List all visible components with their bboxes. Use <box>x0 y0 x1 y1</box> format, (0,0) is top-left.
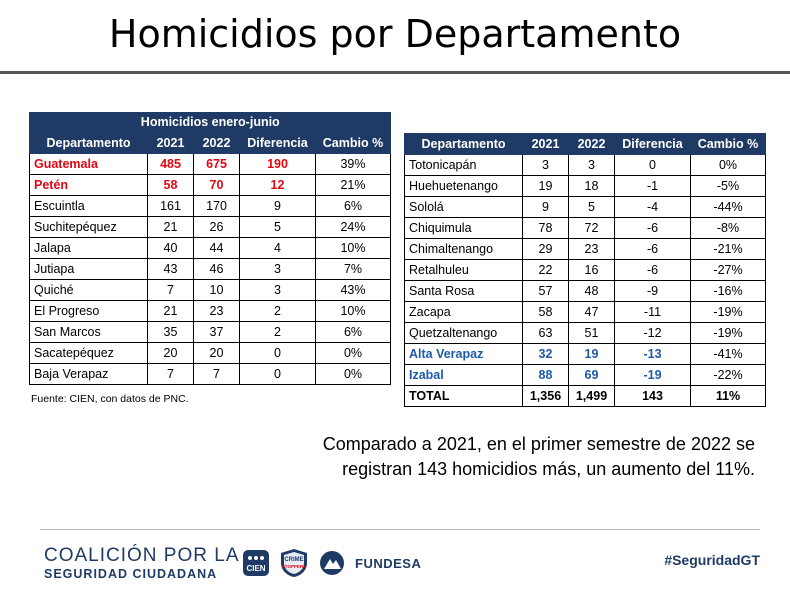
department-name: Santa Rosa <box>405 281 523 302</box>
table-row <box>405 323 766 344</box>
table-cell: 23 <box>194 301 240 322</box>
table-cell: 63 <box>523 323 569 344</box>
table-cell: 3 <box>240 280 316 301</box>
source-note: Fuente: CIEN, con datos de PNC. <box>31 393 189 405</box>
department-name: Chimaltenango <box>405 239 523 260</box>
table-cell: 0% <box>316 364 391 385</box>
table-cell: -1 <box>615 176 691 197</box>
table-cell: 190 <box>240 154 316 175</box>
table-cell: 88 <box>523 365 569 386</box>
table-row <box>405 197 766 218</box>
column-header: Diferencia <box>240 133 316 154</box>
table-cell: 12 <box>240 175 316 196</box>
table-row <box>30 259 391 280</box>
department-name: Escuintla <box>30 196 148 217</box>
table-row <box>405 176 766 197</box>
table-cell: 58 <box>523 302 569 323</box>
table-cell: 24% <box>316 217 391 238</box>
svg-text:CIEN: CIEN <box>246 564 266 573</box>
cien-logo-icon <box>243 550 269 576</box>
table-header-row <box>30 133 391 154</box>
table-row <box>30 343 391 364</box>
column-header: Cambio % <box>691 134 766 155</box>
table-cell: 35 <box>148 322 194 343</box>
table-cell: 3 <box>523 155 569 176</box>
table-cell: 2 <box>240 322 316 343</box>
table-row <box>30 322 391 343</box>
total-label: TOTAL <box>405 386 523 407</box>
title-divider <box>0 71 790 74</box>
department-name: Quiché <box>30 280 148 301</box>
table-cell: 32 <box>523 344 569 365</box>
table-cell: 44 <box>194 238 240 259</box>
column-header: 2021 <box>523 134 569 155</box>
table-row <box>405 365 766 386</box>
table-cell: 20 <box>148 343 194 364</box>
table-row <box>405 239 766 260</box>
table-cell: 10 <box>194 280 240 301</box>
partner-logos <box>243 548 421 578</box>
column-header: Diferencia <box>615 134 691 155</box>
table-cell: 0% <box>316 343 391 364</box>
department-name: Totonicapán <box>405 155 523 176</box>
table-cell: 57 <box>523 281 569 302</box>
department-name: Jutiapa <box>30 259 148 280</box>
table-row <box>405 218 766 239</box>
table-cell: 3 <box>569 155 615 176</box>
table-cell: 6% <box>316 196 391 217</box>
table-cell: 7% <box>316 259 391 280</box>
table-cell: 18 <box>569 176 615 197</box>
table-cell: 46 <box>194 259 240 280</box>
table-cell: 26 <box>194 217 240 238</box>
table-cell: 70 <box>194 175 240 196</box>
table-cell: -19 <box>615 365 691 386</box>
table-row <box>30 196 391 217</box>
column-header: 2022 <box>194 133 240 154</box>
table-cell: 47 <box>569 302 615 323</box>
department-name: Guatemala <box>30 154 148 175</box>
table-cell: -27% <box>691 260 766 281</box>
table-cell: 0% <box>691 155 766 176</box>
column-header: Cambio % <box>316 133 391 154</box>
table-cell: 161 <box>148 196 194 217</box>
table-cell: 51 <box>569 323 615 344</box>
department-name: Quetzaltenango <box>405 323 523 344</box>
department-name: Petén <box>30 175 148 196</box>
table-cell: 16 <box>569 260 615 281</box>
table-cell: -13 <box>615 344 691 365</box>
table-row <box>405 302 766 323</box>
table-cell: 23 <box>569 239 615 260</box>
table-row <box>405 155 766 176</box>
table-row <box>30 238 391 259</box>
table-cell: 170 <box>194 196 240 217</box>
department-name: Alta Verapaz <box>405 344 523 365</box>
table-cell: 19 <box>569 344 615 365</box>
column-header: 2021 <box>148 133 194 154</box>
department-name: Izabal <box>405 365 523 386</box>
table-cell: 40 <box>148 238 194 259</box>
table-cell: -16% <box>691 281 766 302</box>
table-row <box>30 301 391 322</box>
table-cell: 7 <box>194 364 240 385</box>
table-row <box>405 260 766 281</box>
department-name: El Progreso <box>30 301 148 322</box>
homicides-table-right <box>404 133 766 407</box>
department-name: Suchitepéquez <box>30 217 148 238</box>
table-cell: 20 <box>194 343 240 364</box>
table-header-row <box>405 134 766 155</box>
table-row <box>405 281 766 302</box>
table-cell: 58 <box>148 175 194 196</box>
table-cell: 0 <box>615 155 691 176</box>
svg-text:STOPPERS: STOPPERS <box>281 564 307 569</box>
table-cell: 78 <box>523 218 569 239</box>
table-cell: 39% <box>316 154 391 175</box>
department-name: Jalapa <box>30 238 148 259</box>
table-cell: -44% <box>691 197 766 218</box>
table-cell: 675 <box>194 154 240 175</box>
table-cell: 43 <box>148 259 194 280</box>
footer-divider <box>40 529 760 530</box>
total-cell: 143 <box>615 386 691 407</box>
table-cell: -19% <box>691 302 766 323</box>
department-name: Huehuetenango <box>405 176 523 197</box>
department-name: Baja Verapaz <box>30 364 148 385</box>
fundesa-logo-icon <box>319 550 345 576</box>
table-cell: -8% <box>691 218 766 239</box>
fundesa-logo-text: FUNDESA <box>355 555 422 571</box>
table-cell: -6 <box>615 239 691 260</box>
table-cell: -5% <box>691 176 766 197</box>
table-cell: 21 <box>148 217 194 238</box>
page-title: Homicidios por Departamento <box>108 12 682 56</box>
coalition-brand <box>44 546 240 582</box>
column-header: 2022 <box>569 134 615 155</box>
table-cell: -19% <box>691 323 766 344</box>
table-cell: 21 <box>148 301 194 322</box>
crime-stoppers-logo-icon <box>279 548 309 578</box>
column-header: Departamento <box>405 134 523 155</box>
table-cell: 10% <box>316 238 391 259</box>
table-row <box>405 344 766 365</box>
table-cell: 22 <box>523 260 569 281</box>
table-cell: 6% <box>316 322 391 343</box>
table-cell: 7 <box>148 280 194 301</box>
table-cell: 9 <box>523 197 569 218</box>
table-cell: 10% <box>316 301 391 322</box>
table-cell: 4 <box>240 238 316 259</box>
svg-text:CRIME: CRIME <box>284 557 304 563</box>
table-cell: 29 <box>523 239 569 260</box>
department-name: Zacapa <box>405 302 523 323</box>
table-cell: 43% <box>316 280 391 301</box>
table-cell: -12 <box>615 323 691 344</box>
table-cell: -22% <box>691 365 766 386</box>
table-cell: 72 <box>569 218 615 239</box>
department-name: Retalhuleu <box>405 260 523 281</box>
department-name: Sololá <box>405 197 523 218</box>
hashtag: #SeguridadGT <box>664 552 760 568</box>
table-cell: 19 <box>523 176 569 197</box>
table-cell: 3 <box>240 259 316 280</box>
table-row <box>30 154 391 175</box>
table-row <box>30 217 391 238</box>
table-cell: -41% <box>691 344 766 365</box>
table-cell: 21% <box>316 175 391 196</box>
homicides-table-left <box>29 112 391 385</box>
column-header: Departamento <box>30 133 148 154</box>
table-row <box>30 364 391 385</box>
table-cell: 0 <box>240 343 316 364</box>
brand-line-2: SEGURIDAD CIUDADANA <box>44 567 218 581</box>
table-cell: -6 <box>615 260 691 281</box>
table-row <box>30 175 391 196</box>
total-cell: 11% <box>691 386 766 407</box>
table-cell: 7 <box>148 364 194 385</box>
brand-line-1: COALICIÓN POR LA <box>44 545 240 566</box>
table-cell: 5 <box>240 217 316 238</box>
table-cell: -21% <box>691 239 766 260</box>
total-row <box>405 386 766 407</box>
summary-line-2: registran 143 homicidios más, un aumento del 11%. <box>342 459 755 479</box>
department-name: Sacatepéquez <box>30 343 148 364</box>
summary-text <box>323 432 755 482</box>
table-cell: 37 <box>194 322 240 343</box>
department-name: Chiquimula <box>405 218 523 239</box>
table-cell: -4 <box>615 197 691 218</box>
table-row <box>30 280 391 301</box>
table-cell: -6 <box>615 218 691 239</box>
department-name: San Marcos <box>30 322 148 343</box>
table-caption-row <box>30 113 391 133</box>
total-cell: 1,356 <box>523 386 569 407</box>
table-cell: -9 <box>615 281 691 302</box>
table-cell: 485 <box>148 154 194 175</box>
table-cell: 0 <box>240 364 316 385</box>
table-cell: 2 <box>240 301 316 322</box>
table-caption: Homicidios enero-junio <box>30 113 391 133</box>
table-cell: 69 <box>569 365 615 386</box>
table-cell: 5 <box>569 197 615 218</box>
summary-line-1: Comparado a 2021, en el primer semestre de 2022 se <box>322 434 755 454</box>
total-cell: 1,499 <box>569 386 615 407</box>
table-cell: 48 <box>569 281 615 302</box>
table-cell: -11 <box>615 302 691 323</box>
table-cell: 9 <box>240 196 316 217</box>
